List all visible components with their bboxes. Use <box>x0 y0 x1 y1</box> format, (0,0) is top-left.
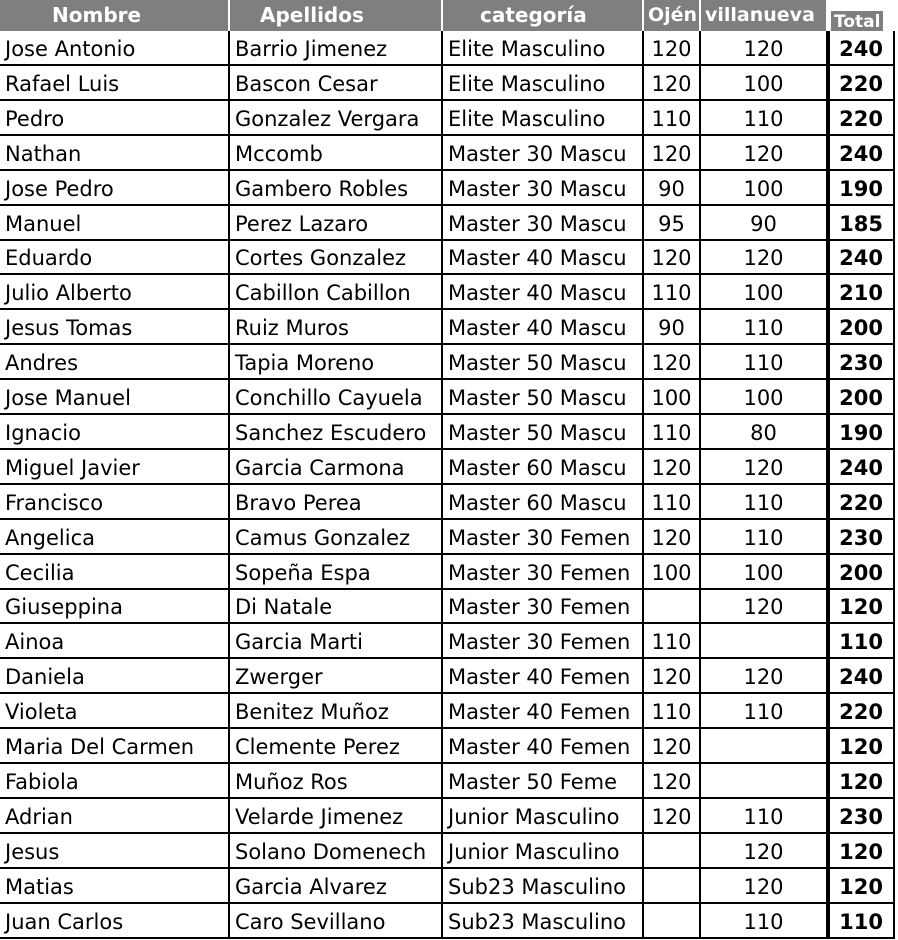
cell-apellidos[interactable]: Mccomb <box>230 136 443 171</box>
table-row <box>0 729 898 764</box>
cell-total[interactable]: 230 <box>828 799 895 834</box>
table-row <box>0 380 898 415</box>
table-row <box>0 904 898 939</box>
cell-total[interactable]: 240 <box>828 136 895 171</box>
cell-total[interactable]: 200 <box>828 380 895 415</box>
cell-nombre[interactable]: Nathan <box>0 136 230 171</box>
cell-categoria[interactable]: Sub23 Masculino <box>443 904 644 939</box>
cell-ojen[interactable]: 100 <box>644 555 701 590</box>
cell-ojen[interactable]: 110 <box>644 275 701 310</box>
cell-apellidos[interactable]: Bascon Cesar <box>230 66 443 101</box>
cell-villanueva[interactable]: 120 <box>701 31 828 66</box>
cell-total[interactable]: 240 <box>828 240 895 275</box>
cell-villanueva[interactable]: 110 <box>701 694 828 729</box>
cell-apellidos[interactable]: Tapia Moreno <box>230 345 443 380</box>
cell-apellidos[interactable]: Solano Domenech <box>230 834 443 869</box>
cell-villanueva[interactable]: 100 <box>701 66 828 101</box>
cell-nombre[interactable]: Maria Del Carmen <box>0 729 230 764</box>
cell-nombre[interactable]: Jesus <box>0 834 230 869</box>
cell-total[interactable]: 190 <box>828 171 895 206</box>
cell-nombre[interactable]: Ainoa <box>0 624 230 659</box>
cell-total[interactable]: 230 <box>828 345 895 380</box>
cell-total[interactable]: 200 <box>828 310 895 345</box>
header-total-label: Total <box>831 11 883 31</box>
table-row <box>0 101 898 136</box>
cell-categoria[interactable]: Master 50 Mascu <box>443 415 644 450</box>
cell-villanueva[interactable]: 110 <box>701 904 828 939</box>
cell-total[interactable]: 220 <box>828 66 895 101</box>
cell-ojen[interactable]: 95 <box>644 206 701 241</box>
cell-nombre[interactable]: Miguel Javier <box>0 450 230 485</box>
cell-villanueva[interactable]: 100 <box>701 275 828 310</box>
table-row <box>0 275 898 310</box>
cell-apellidos[interactable]: Sanchez Escudero <box>230 415 443 450</box>
cell-villanueva[interactable]: 80 <box>701 415 828 450</box>
cell-categoria[interactable]: Master 40 Femen <box>443 659 644 694</box>
cell-ojen[interactable]: 100 <box>644 380 701 415</box>
cell-apellidos[interactable]: Garcia Marti <box>230 624 443 659</box>
cell-total[interactable]: 110 <box>828 904 895 939</box>
table-row <box>0 310 898 345</box>
cell-villanueva[interactable]: 110 <box>701 485 828 520</box>
cell-ojen[interactable] <box>644 904 701 939</box>
cell-villanueva[interactable]: 120 <box>701 834 828 869</box>
cell-ojen[interactable]: 120 <box>644 31 701 66</box>
cell-nombre[interactable]: Daniela <box>0 659 230 694</box>
table-row <box>0 799 898 834</box>
cell-villanueva[interactable]: 110 <box>701 345 828 380</box>
table-row <box>0 450 898 485</box>
cell-total[interactable]: 120 <box>828 869 895 904</box>
cell-nombre[interactable]: Juan Carlos <box>0 904 230 939</box>
cell-villanueva[interactable]: 120 <box>701 659 828 694</box>
cell-nombre[interactable]: Angelica <box>0 520 230 555</box>
cell-categoria[interactable]: Master 30 Mascu <box>443 136 644 171</box>
cell-villanueva[interactable] <box>701 764 828 799</box>
cell-ojen[interactable]: 120 <box>644 240 701 275</box>
cell-categoria[interactable]: Master 30 Femen <box>443 520 644 555</box>
table-row <box>0 834 898 869</box>
table-row <box>0 345 898 380</box>
cell-nombre[interactable]: Jose Antonio <box>0 31 230 66</box>
cell-apellidos[interactable]: Caro Sevillano <box>230 904 443 939</box>
cell-nombre[interactable]: Julio Alberto <box>0 275 230 310</box>
cell-total[interactable]: 240 <box>828 659 895 694</box>
cell-categoria[interactable]: Master 40 Femen <box>443 729 644 764</box>
cell-categoria[interactable]: Master 60 Mascu <box>443 485 644 520</box>
cell-nombre[interactable]: Violeta <box>0 694 230 729</box>
cell-total[interactable]: 220 <box>828 101 895 136</box>
cell-villanueva[interactable] <box>701 729 828 764</box>
cell-nombre[interactable]: Matias <box>0 869 230 904</box>
cell-nombre[interactable]: Adrian <box>0 799 230 834</box>
cell-apellidos[interactable]: Cabillon Cabillon <box>230 275 443 310</box>
cell-categoria[interactable]: Master 50 Mascu <box>443 345 644 380</box>
cell-villanueva[interactable]: 120 <box>701 869 828 904</box>
table-row <box>0 694 898 729</box>
header-nombre[interactable]: Nombre <box>0 0 230 31</box>
table-row <box>0 555 898 590</box>
cell-total[interactable]: 200 <box>828 555 895 590</box>
cell-categoria[interactable]: Master 30 Mascu <box>443 171 644 206</box>
cell-apellidos[interactable]: Velarde Jimenez <box>230 799 443 834</box>
table-row <box>0 66 898 101</box>
header-total[interactable] <box>828 0 895 31</box>
cell-categoria[interactable]: Master 30 Femen <box>443 624 644 659</box>
cell-apellidos[interactable]: Bravo Perea <box>230 485 443 520</box>
cell-total[interactable]: 120 <box>828 764 895 799</box>
table-row <box>0 415 898 450</box>
cell-ojen[interactable] <box>644 869 701 904</box>
table-row <box>0 485 898 520</box>
cell-villanueva[interactable]: 110 <box>701 799 828 834</box>
cell-nombre[interactable]: Cecilia <box>0 555 230 590</box>
header-ojen[interactable]: Ojén <box>644 0 701 31</box>
cell-apellidos[interactable]: Muñoz Ros <box>230 764 443 799</box>
cell-total[interactable]: 185 <box>828 206 895 241</box>
cell-apellidos[interactable]: Camus Gonzalez <box>230 520 443 555</box>
cell-categoria[interactable]: Elite Masculino <box>443 101 644 136</box>
cell-nombre[interactable]: Jose Pedro <box>0 171 230 206</box>
cell-apellidos[interactable]: Gonzalez Vergara <box>230 101 443 136</box>
header-villanueva[interactable]: villanueva <box>701 0 828 31</box>
cell-ojen[interactable]: 90 <box>644 171 701 206</box>
cell-apellidos[interactable]: Ruiz Muros <box>230 310 443 345</box>
cell-nombre[interactable]: Andres <box>0 345 230 380</box>
table-row <box>0 659 898 694</box>
cell-apellidos[interactable]: Garcia Carmona <box>230 450 443 485</box>
cell-apellidos[interactable]: Gambero Robles <box>230 171 443 206</box>
table-row <box>0 589 898 624</box>
cell-ojen[interactable]: 120 <box>644 659 701 694</box>
cell-ojen[interactable]: 120 <box>644 764 701 799</box>
cell-villanueva[interactable]: 100 <box>701 380 828 415</box>
cell-villanueva[interactable]: 120 <box>701 136 828 171</box>
header-categoria[interactable]: categoría <box>443 0 644 31</box>
cell-total[interactable]: 120 <box>828 729 895 764</box>
cell-categoria[interactable]: Master 40 Mascu <box>443 275 644 310</box>
cell-total[interactable]: 240 <box>828 31 895 66</box>
cell-categoria[interactable]: Master 40 Mascu <box>443 310 644 345</box>
cell-villanueva[interactable]: 120 <box>701 240 828 275</box>
cell-nombre[interactable]: Eduardo <box>0 240 230 275</box>
cell-total[interactable]: 240 <box>828 450 895 485</box>
cell-nombre[interactable]: Giuseppina <box>0 589 230 624</box>
cell-villanueva[interactable]: 110 <box>701 101 828 136</box>
table-row <box>0 240 898 275</box>
table-row <box>0 31 898 66</box>
cell-categoria[interactable]: Master 30 Femen <box>443 555 644 590</box>
cell-ojen[interactable]: 110 <box>644 101 701 136</box>
cell-villanueva[interactable]: 120 <box>701 450 828 485</box>
cell-categoria[interactable]: Master 40 Mascu <box>443 240 644 275</box>
cell-apellidos[interactable]: Di Natale <box>230 589 443 624</box>
cell-villanueva[interactable]: 100 <box>701 171 828 206</box>
table-row <box>0 171 898 206</box>
cell-total[interactable]: 230 <box>828 520 895 555</box>
table-row <box>0 869 898 904</box>
header-row <box>0 0 898 31</box>
table-row <box>0 206 898 241</box>
cell-villanueva[interactable]: 90 <box>701 206 828 241</box>
cell-ojen[interactable]: 110 <box>644 624 701 659</box>
cell-apellidos[interactable]: Conchillo Cayuela <box>230 380 443 415</box>
cell-categoria[interactable]: Master 30 Femen <box>443 589 644 624</box>
cell-ojen[interactable]: 120 <box>644 520 701 555</box>
cell-ojen[interactable]: 120 <box>644 450 701 485</box>
cell-ojen[interactable]: 120 <box>644 66 701 101</box>
cell-villanueva[interactable]: 100 <box>701 555 828 590</box>
cell-apellidos[interactable]: Cortes Gonzalez <box>230 240 443 275</box>
cell-nombre[interactable]: Pedro <box>0 101 230 136</box>
cell-categoria[interactable]: Master 50 Feme <box>443 764 644 799</box>
cell-categoria[interactable]: Junior Masculino <box>443 834 644 869</box>
cell-ojen[interactable]: 110 <box>644 485 701 520</box>
cell-villanueva[interactable]: 110 <box>701 310 828 345</box>
header-apellidos[interactable]: Apellidos <box>230 0 443 31</box>
table-row <box>0 520 898 555</box>
cell-nombre[interactable]: Jesus Tomas <box>0 310 230 345</box>
cell-ojen[interactable]: 90 <box>644 310 701 345</box>
table-row <box>0 764 898 799</box>
cell-ojen[interactable]: 110 <box>644 694 701 729</box>
cell-total[interactable]: 190 <box>828 415 895 450</box>
table-row <box>0 136 898 171</box>
cell-villanueva[interactable]: 110 <box>701 520 828 555</box>
cell-ojen[interactable]: 110 <box>644 415 701 450</box>
cell-total[interactable]: 110 <box>828 624 895 659</box>
cell-nombre[interactable]: Francisco <box>0 485 230 520</box>
cell-total[interactable]: 210 <box>828 275 895 310</box>
cell-total[interactable]: 220 <box>828 485 895 520</box>
cell-categoria[interactable]: Master 30 Mascu <box>443 206 644 241</box>
cell-villanueva[interactable]: 120 <box>701 589 828 624</box>
cell-ojen[interactable]: 120 <box>644 799 701 834</box>
cell-categoria[interactable]: Master 60 Mascu <box>443 450 644 485</box>
cell-apellidos[interactable]: Barrio Jimenez <box>230 31 443 66</box>
cell-total[interactable]: 120 <box>828 834 895 869</box>
cell-nombre[interactable]: Jose Manuel <box>0 380 230 415</box>
cell-categoria[interactable]: Junior Masculino <box>443 799 644 834</box>
cell-apellidos[interactable]: Zwerger <box>230 659 443 694</box>
cell-ojen[interactable] <box>644 834 701 869</box>
cell-nombre[interactable]: Rafael Luis <box>0 66 230 101</box>
cell-ojen[interactable] <box>644 589 701 624</box>
cell-categoria[interactable]: Sub23 Masculino <box>443 869 644 904</box>
cell-ojen[interactable]: 120 <box>644 345 701 380</box>
table-row <box>0 624 898 659</box>
cell-nombre[interactable]: Manuel <box>0 206 230 241</box>
cell-apellidos[interactable]: Benitez Muñoz <box>230 694 443 729</box>
cell-total[interactable]: 220 <box>828 694 895 729</box>
cell-apellidos[interactable]: Perez Lazaro <box>230 206 443 241</box>
cell-categoria[interactable]: Elite Masculino <box>443 31 644 66</box>
cell-apellidos[interactable]: Clemente Perez <box>230 729 443 764</box>
cell-categoria[interactable]: Master 40 Femen <box>443 694 644 729</box>
cell-villanueva[interactable] <box>701 624 828 659</box>
cell-apellidos[interactable]: Garcia Alvarez <box>230 869 443 904</box>
cell-nombre[interactable]: Ignacio <box>0 415 230 450</box>
cell-total[interactable]: 120 <box>828 589 895 624</box>
cell-nombre[interactable]: Fabiola <box>0 764 230 799</box>
cell-categoria[interactable]: Master 50 Mascu <box>443 380 644 415</box>
cell-ojen[interactable]: 120 <box>644 729 701 764</box>
cell-ojen[interactable]: 120 <box>644 136 701 171</box>
cell-apellidos[interactable]: Sopeña Espa <box>230 555 443 590</box>
cell-categoria[interactable]: Elite Masculino <box>443 66 644 101</box>
